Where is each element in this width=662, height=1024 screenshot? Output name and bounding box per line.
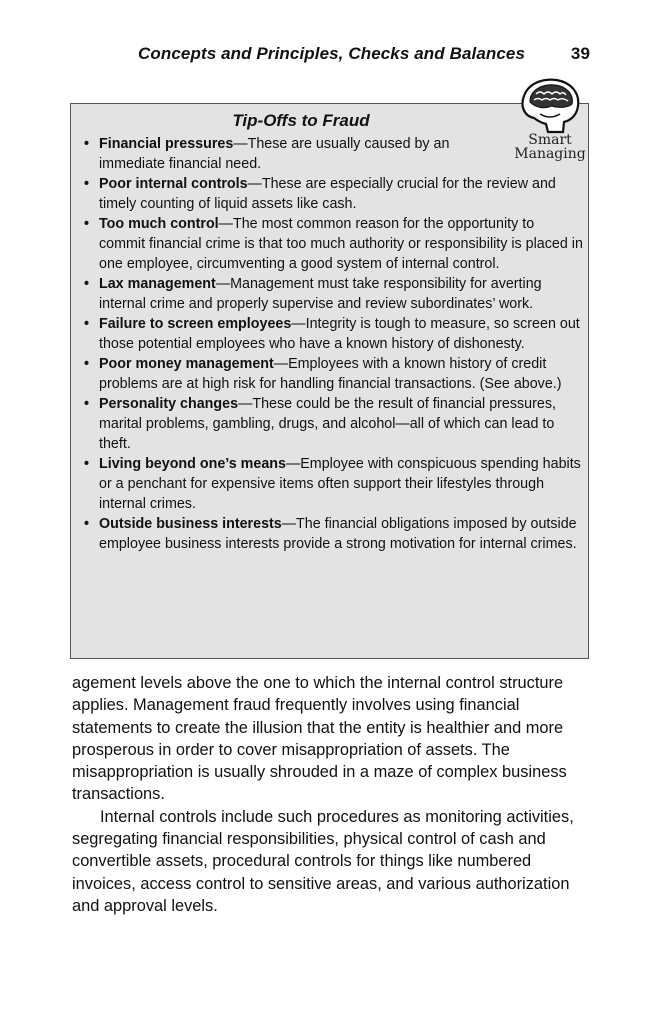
tip-item bbox=[83, 314, 583, 354]
tip-item bbox=[83, 274, 583, 314]
body-text bbox=[72, 672, 587, 917]
tip-offs-sidebar bbox=[70, 103, 589, 659]
tip-text: —These could be the result of financial pressures, marital problems, gambling, drugs, and alcohol—all of which can lead to theft. bbox=[99, 396, 556, 452]
logo-word-smart: Smart bbox=[528, 132, 572, 148]
tip-term: Outside business interests bbox=[99, 516, 282, 532]
tip-term: Too much control bbox=[99, 216, 219, 232]
tip-term: Living beyond one’s means bbox=[99, 456, 286, 472]
page-number: 39 bbox=[570, 44, 590, 63]
tip-text: —Integrity is tough to measure, so screen out those potential employees who have a known history of dishonesty. bbox=[99, 316, 580, 352]
tip-term: Poor internal controls bbox=[99, 176, 248, 192]
logo-word-managing: Managing bbox=[514, 146, 586, 162]
tip-item bbox=[83, 354, 583, 394]
tip-text: —These are especially crucial for the review and timely counting of liquid assets like cash. bbox=[99, 176, 556, 212]
tip-text: —Employees with a known history of credit problems are at high risk for handling financial transactions. (See above.) bbox=[99, 356, 562, 392]
sidebar-title: Tip-Offs to Fraud bbox=[232, 111, 370, 130]
body-paragraph: agement levels above the one to which the internal control structure applies. Management fraud frequently involves using financial statements to create the illusion that the entity is healthier and more prosperous in order to cover misappropriation of assets. The misappropriation is usually shrouded in a maze of complex business transactions. bbox=[72, 674, 567, 804]
tip-text: —The financial obligations imposed by outside employee business interests provide a strong motivation for internal crimes. bbox=[99, 516, 577, 552]
tip-text: —These are usually caused by an immediate financial need. bbox=[99, 136, 450, 172]
tip-item bbox=[83, 174, 583, 214]
tip-text: —The most common reason for the opportunity to commit financial crime is that too much authority or responsibility is placed in one employee, circumventing a good system of internal control. bbox=[99, 216, 583, 272]
tip-item bbox=[83, 514, 583, 554]
tip-term: Lax management bbox=[99, 276, 216, 292]
tip-item bbox=[83, 394, 583, 454]
tip-item bbox=[83, 454, 583, 514]
tip-term: Failure to screen employees bbox=[99, 316, 292, 332]
tip-text: —Management must take responsibility for averting internal crime and properly supervise and review subordinates’ work. bbox=[99, 276, 542, 312]
running-head bbox=[138, 44, 590, 66]
tip-term: Poor money management bbox=[99, 356, 274, 372]
tip-item bbox=[83, 214, 583, 274]
tip-text: —Employee with conspicuous spending habits or a penchant for expensive items often support their lifestyles through internal crimes. bbox=[99, 456, 581, 512]
brain-head-icon bbox=[508, 76, 592, 136]
running-title: Concepts and Principles, Checks and Balances bbox=[138, 44, 526, 63]
tip-list bbox=[83, 134, 583, 554]
tip-term: Financial pressures bbox=[99, 136, 234, 152]
body-paragraph: Internal controls include such procedures as monitoring activities, segregating financial responsibilities, physical control of cash and convertible assets, procedural controls for things like numbered invoices, access control to sensitive areas, and various authorization and approval levels. bbox=[72, 807, 574, 915]
tip-term: Personality changes bbox=[99, 396, 239, 412]
smart-managing-logo bbox=[508, 76, 592, 166]
